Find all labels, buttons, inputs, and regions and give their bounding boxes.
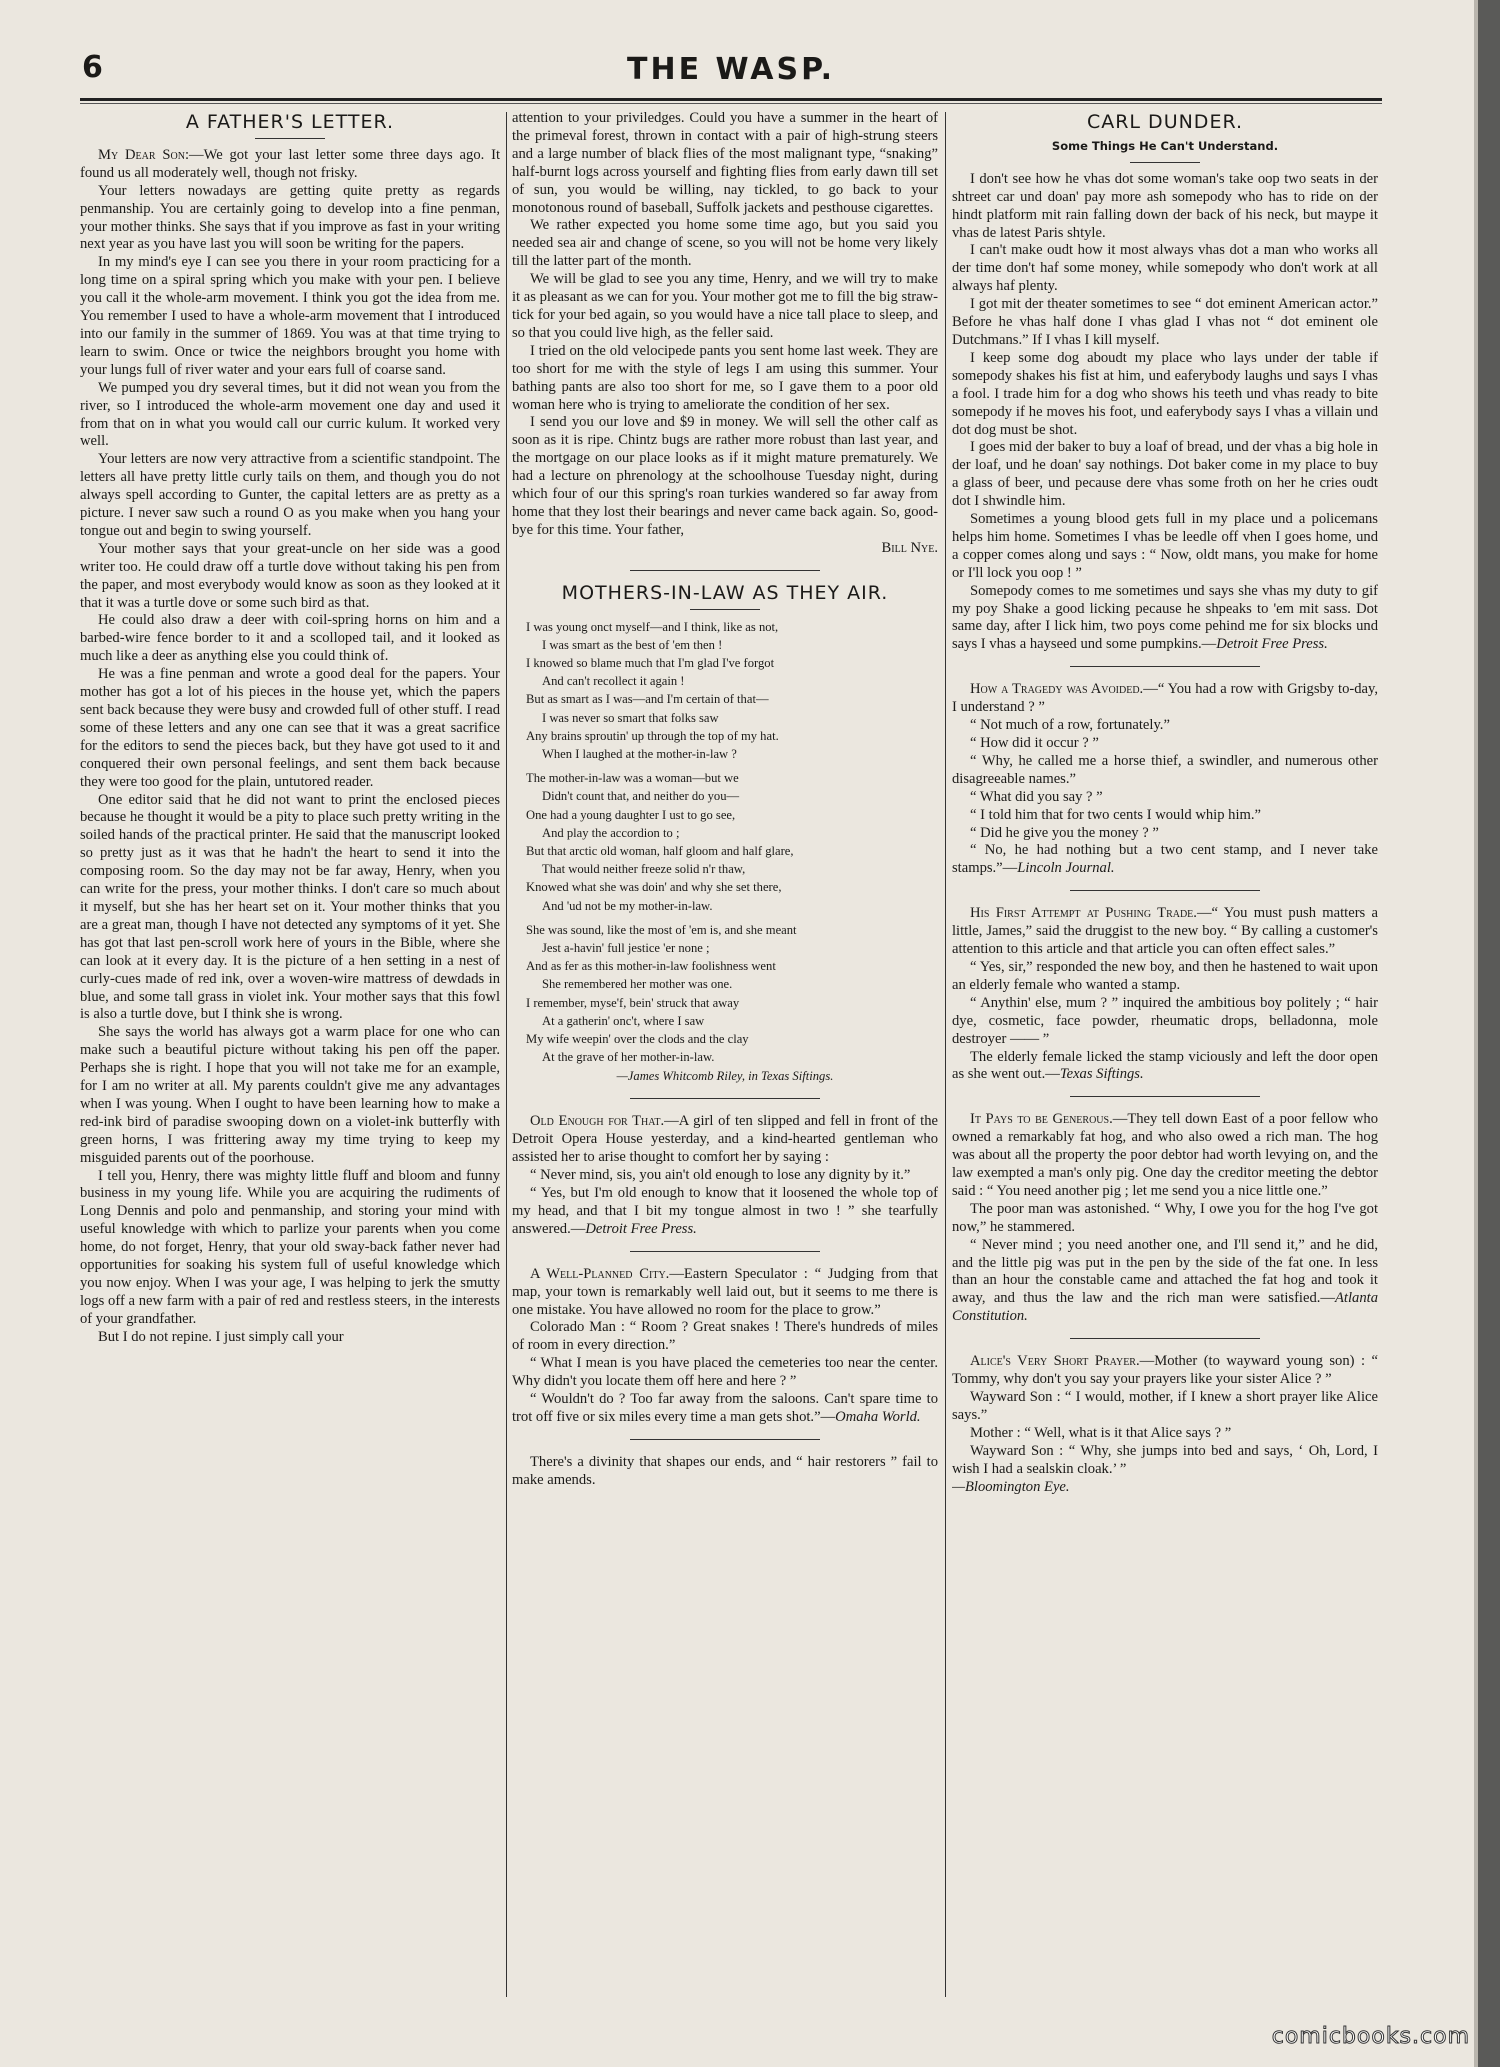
item-title: It Pays to be Generous. — [970, 1111, 1113, 1128]
article-paragraph: We rather expected you home some time ago, but you said you needed sea air and change of scene, so you will not be home very likely till the latter part of the month. — [512, 217, 938, 270]
header-rule-thin — [80, 103, 1382, 104]
item-paragraph: “ I told him that for two cents I would whip him.” — [970, 806, 1262, 823]
item-paragraph: The poor man was astonished. “ Why, I owe you for the hog I've got now,” he stammered. — [952, 1200, 1378, 1235]
poem-line: She was sound, like the most of 'em is, and she meant — [526, 922, 797, 937]
headline-rule — [1130, 162, 1200, 163]
poem-line: Knowed what she was doin' and why she set there, — [526, 880, 782, 895]
section-rule — [630, 1439, 820, 1440]
section-rule — [1070, 1096, 1260, 1097]
column-left — [80, 110, 500, 2000]
poem-line: Jest a-havin' full jestice 'er none ; — [542, 941, 710, 956]
article-headline: A FATHER'S LETTER. — [185, 111, 395, 133]
paragraph-text: :—We got your last letter some three days ago. It found us all moderately well, though not frisky. — [80, 146, 500, 181]
column-right — [952, 110, 1378, 2000]
article-paragraph: Your mother says that your great-uncle on her side was a good writer too. He could draw off a turtle dove without taking his pen from the paper, and most everybody would know as soon as they looked at it that it was a turtle dove or some such bird as that. — [80, 540, 500, 611]
paragraph-text: —Eastern Speculator : “ Judging from that map, your town is remarkably well laid out, but it seems to me there is one mistake. You have allowed no room for the place to grow.” — [512, 1265, 938, 1318]
article-paragraph: He was a fine penman and wrote a good deal for the papers. Your mother has got a lot of his pieces in the house yet, which the papers sent back because they were busy and crowded full of other stuff. I read some of these letters and any one can see that it was a great sacrifice for the editors to send the pieces back, but they have got used to it and conquered their own personal feelings, and sent them back because they were too good for the plain, untutored reader. — [80, 666, 500, 790]
article-paragraph: We pumped you dry several times, but it did not wean you from the river, so I introduced the whole-arm movement one day and used it from that on in what you would call our curric kulum. It worked very well. — [80, 379, 500, 450]
article-paragraph: I send you our love and $9 in money. We will sell the other calf as soon as it is ripe. Chintz bugs are rather more robust than last year, and the mortgage on our place looks as if it might mature prematurely. We had a lecture on phrenology at the schoolhouse Tuesday night, during which four of our this spring's roan turkies wandered so far away from home that they lost their bearings and never came back again. So, good-bye for this time. Your father, — [512, 414, 938, 538]
poem-line: Any brains sproutin' up through the top of my hat. — [526, 728, 779, 743]
item-paragraph: Mother : “ Well, what is it that Alice says ? ” — [970, 1424, 1232, 1441]
article-paragraph: He could also draw a deer with coil-spring horns on him and a barbed-wire fence border to it and a scolloped tail, and it looked as much like a deer as anything else you could think of. — [80, 612, 500, 665]
article-paragraph: I got mit der theater sometimes to see “ dot eminent American actor.” Before he vhas half done I vhas glad I vhas not “ dot eminent ole Dutchmans.” If I vhas I kill myself. — [952, 296, 1378, 348]
item-paragraph: “ Not much of a row, fortunately.” — [970, 717, 1170, 734]
item-credit — [952, 1479, 1378, 1497]
section-rule — [630, 1251, 820, 1252]
item-paragraph: Wayward Son : “ Why, she jumps into bed and says, ‘ Oh, Lord, I wish I had a sealskin cloak.’ ” — [952, 1442, 1378, 1477]
item-paragraph: “ Anythin' else, mum ? ” inquired the ambitious boy politely ; “ hair dye, cosmetic, face powder, rheumatic drops, belladonna, mole destroyer —— ” — [952, 994, 1378, 1047]
header-rule — [80, 98, 1382, 101]
headline-rule — [255, 138, 325, 139]
article-paragraph — [80, 147, 500, 183]
poem-line: My wife weepin' over the clods and the clay — [526, 1032, 749, 1047]
article-paragraph: I tell you, Henry, there was mighty little fluff and bloom and funny business in my young life. While you are acquiring the rudiments of Long Dennis and polo and penmanship, and storing your mind with useful knowledge with which to parlize your parents when you come home, do not forget, Henry, that your old sway-back father never had opportunities for soaking his system full of useful knowledge which you now enjoy. When I was your age, I was helping to jerk the smutty logs off a new farm with a pair of red and restless steers, in the interests of your grandfather. — [80, 1167, 500, 1327]
item-title: How a Tragedy was Avoided. — [970, 681, 1144, 698]
item-paragraph — [512, 1391, 938, 1427]
column-divider — [506, 112, 507, 1997]
article-paragraph: In my mind's eye I can see you there in your room practicing for a long time on a spiral spring which you make with your pen. I believe you call it the whole-arm movement. I think you got the idea from me. You remember I used to have a whole-arm movement that I introduced into our family in the summer of 1869. You was at that time trying to learn to swim. Once or twice the neighbors brought you home with your lungs full of river water and your ears full of coarse sand. — [80, 254, 500, 378]
item-paragraph — [952, 681, 1378, 717]
signature-line — [512, 540, 938, 558]
article-subhead: Some Things He Can't Understand. — [1051, 138, 1279, 153]
poem-line: But that arctic old woman, half gloom and half glare, — [526, 844, 794, 858]
poem-line: And play the accordion to ; — [542, 825, 680, 840]
paragraph-text: The elderly female licked the stamp viciously and left the door open as she went out.— — [952, 1048, 1378, 1083]
paragraph-text: “ Yes, but I'm old enough to know that it loosened the whole top of my head, and that I bit my tongue almost in two ! ” she tearfully answered.— — [512, 1184, 938, 1237]
paragraph-text: “ Never mind ; you need another one, and I'll send it,” and he did, and the little pig was put in the pen by the side of the fat one. In less than an hour the constable came and attached the fat hog and took it away, and thus the law and the rich man were satisfied.— — [952, 1236, 1378, 1307]
paragraph-text: —They tell down East of a poor fellow who owned a remarkably fat hog, and who also owed a rich man. The hog was about all the property the poor debtor had worth levying on, and the law exempted a man's only pig. One day the creditor meeting the debtor said : “ You need another pig ; let me send you a nice little one.” — [952, 1111, 1378, 1199]
article-paragraph: I goes mid der baker to buy a loaf of bread, und der vhas a big hole in der loaf, und he doan' say nothings. Dot baker come in my place to buy a glass of beer, und pecause dere vhas some froth on her he cries oudt dot I shwindle him. — [952, 439, 1378, 510]
poem-line: And as fer as this mother-in-law foolishness went — [526, 959, 776, 974]
item-paragraph: “ Did he give you the money ? ” — [970, 824, 1159, 841]
article-headline: CARL DUNDER. — [1086, 111, 1244, 133]
paragraph-text: “ No, he had nothing but a two cent stamp, and I never take stamps.”— — [952, 842, 1378, 877]
page-header — [78, 50, 1384, 90]
item-paragraph: “ What I mean is you have placed the cemeteries too near the center. Why didn't you locate them off here and here ? ” — [512, 1355, 938, 1390]
paragraph-text: —A girl of ten slipped and fell in front of the Detroit Opera House yesterday, and a kind-hearted gentleman who assisted her to arise thought to comfort her by saying : — [512, 1113, 938, 1166]
poem-title: MOTHERS-IN-LAW AS THEY AIR. — [561, 581, 889, 604]
item-title: A Well-Planned City. — [530, 1265, 670, 1282]
poem-line: I was young onct myself—and I think, like as not, — [526, 619, 779, 634]
item-paragraph — [952, 842, 1378, 878]
headline-rule — [690, 609, 760, 610]
item-paragraph: Wayward Son : “ I would, mother, if I knew a short prayer like Alice says.” — [952, 1389, 1378, 1423]
page-number: 6 — [82, 50, 103, 85]
article-paragraph: She says the world has always got a warm place for one who can make such a beautiful picture without taking his pen off the paper. Perhaps she is right. I hope that you will not take me for an example, for I am no writer at all. My parents couldn't give me any advantages when I was young. When I ought to have been learning how to make a red-ink bird of paradise swooping down on a violet-ink butterfly with green horns, I was frittering away my time trying to keep my misguided parents out of the poorhouse. — [80, 1024, 500, 1166]
item-paragraph — [952, 905, 1378, 959]
paragraph-text: —“ You had a row with Grigsby to-day, I understand ? ” — [952, 681, 1378, 716]
poem-line: When I laughed at the mother-in-law ? — [542, 746, 737, 761]
item-paragraph: “ How did it occur ? ” — [970, 735, 1099, 751]
item-paragraph — [512, 1266, 938, 1320]
salutation: My Dear Son — [98, 146, 185, 163]
page-edge-shadow — [1478, 0, 1500, 2067]
section-rule — [1070, 666, 1260, 667]
poem-credit: —James Whitcomb Riley, in Texas Siftings. — [616, 1069, 834, 1084]
article-paragraph: Sometimes a young blood gets full in my place und a policemans helps him home. Sometimes I vhas be leedle off vhen I goes home, und a copper comes along und says : “ Now, oldt mans, you make for home or I'll lock you oop ! ” — [952, 511, 1378, 581]
section-rule — [630, 1098, 820, 1099]
poem-line: I knowed so blame much that I'm glad I've forgot — [526, 655, 775, 670]
item-paragraph — [952, 1237, 1378, 1327]
item-paragraph: Colorado Man : “ Room ? Great snakes ! There's hundreds of miles of room in every direction.” — [512, 1319, 938, 1354]
watermark-text: comicbooks.com — [1271, 2024, 1470, 2049]
item-credit: Detroit Free Press. — [1216, 636, 1328, 653]
item-paragraph — [952, 1353, 1378, 1389]
item-credit: Omaha World. — [835, 1408, 921, 1425]
item-paragraph — [952, 1111, 1378, 1201]
paragraph-text: —Mother (to wayward young son) : “ Tommy, why don't you say your prayers like your sister Alice ? ” — [952, 1353, 1378, 1388]
item-title: His First Attempt at Pushing Trade. — [970, 905, 1197, 922]
paragraph-text: —“ You must push matters a little, James,” said the druggist to the new boy. “ By calling a customer's attention to this article and that article you can often effect sales.” — [952, 905, 1378, 958]
poem-line: The mother-in-law was a woman—but we — [526, 771, 739, 786]
poem-line: I remember, myse'f, bein' struck that away — [526, 995, 740, 1010]
poem-line: But as smart as I was—and I'm certain of that— — [526, 692, 769, 707]
poem-line: I was never so smart that folks saw — [542, 710, 719, 725]
article-paragraph: Your letters nowadays are getting quite pretty as regards penmanship. You are certainly going to develop into a fine penman, your mother thinks. She says that if you improve as fast in your writing next year as you have last you will soon be writing for the papers. — [80, 182, 500, 253]
item-title: Alice's Very Short Prayer. — [970, 1353, 1140, 1370]
item-title: Old Enough for That. — [530, 1113, 665, 1130]
section-rule — [630, 570, 820, 571]
poem-line: One had a young daughter I ust to go see, — [526, 807, 736, 822]
item-paragraph: “ What did you say ? ” — [970, 788, 1103, 805]
poem-line: And 'ud not be my mother-in-law. — [542, 898, 713, 913]
article-paragraph: We will be glad to see you any time, Henry, and we will try to make it as pleasant as we can for you. Your mother got me to fill the big straw-tick for your bed again, so you would have a nice tall place to sleep, and so that you could live high, as the feller said. — [512, 271, 938, 341]
item-paragraph: “ Never mind, sis, you ain't old enough to lose any dignity by it.” — [530, 1167, 911, 1184]
poem-line: At a gatherin' onc't, where I saw — [542, 1013, 705, 1028]
paragraph-text: “ Wouldn't do ? Too far away from the saloons. Can't spare time to trot off five or six miles every time a man gets shot.”— — [512, 1391, 938, 1425]
article-paragraph — [952, 583, 1378, 655]
column-middle — [512, 110, 938, 2000]
poem-line: She remembered her mother was one. — [542, 977, 733, 992]
item-paragraph — [512, 1185, 938, 1239]
article-paragraph: Your letters are now very attractive from a scientific standpoint. The letters all have pretty little curly tails on them, and though you do not always spell according to Gunter, the capital letters are as pretty as a picture. I never saw such a round O as you make when you hang your tongue out and begin to swing yourself. — [80, 451, 500, 539]
article-paragraph: I don't see how he vhas dot some woman's take oop two seats in der shtreet car und doan' pay more ash somepody who has to ride on der hindt platform mit rain falling down der back of his neck, but maype it vhas de latest Paris shtyle. — [952, 170, 1378, 241]
section-rule — [1070, 890, 1260, 891]
article-paragraph: One editor said that he did not want to print the enclosed pieces because he thought it would be a pity to place such pretty writing in the soiled hands of the practical printer. He said that the manuscript looked so pretty just as it was that he hadn't the heart to send it into the composing room. So the day may not be far away, Henry, when you can write for the press, your mother thinks. I don't care so much about it myself, but she has her heart set on it. Your mother thinks that you are a great man, though I have not detected any symptoms of it yet. She has got that last pen-scroll work here of yours in the Bible, where she can look at it every day. It is the picture of a hen setting in a nest of curly-cues made of red ink, over a woven-wire mattress of dewdads in blue, and some tall grass in violet ink. Your mother says that this fowl is also a turtle dove, but I think she is wrong. — [80, 791, 500, 1023]
poem-line: Didn't count that, and neither do you— — [542, 789, 740, 804]
item-credit-text: —Bloomington Eye. — [952, 1478, 1070, 1495]
poem-line: At the grave of her mother-in-law. — [542, 1050, 715, 1065]
poem-line: That would neither freeze solid n'r thaw, — [542, 862, 746, 877]
section-rule — [1070, 1338, 1260, 1339]
article-paragraph: But I do not repine. I just simply call your — [98, 1328, 344, 1345]
item-paragraph: “ Why, he called me a horse thief, a swindler, and numerous other disagreeable names.” — [952, 752, 1378, 787]
poem-line: And can't recollect it again ! — [542, 674, 685, 689]
article-paragraph: I tried on the old velocipede pants you sent home last week. They are too short for me with the style of legs I am using this summer. Your bathing pants are also too short for me, so I gave them to a poor old woman here who is trying to ameliorate the condition of her sex. — [512, 342, 938, 413]
signature: Bill Nye. — [881, 539, 938, 556]
item-paragraph: There's a divinity that shapes our ends, and “ hair restorers ” fail to make amends. — [512, 1453, 938, 1488]
page-edge-highlight — [1474, 0, 1478, 2067]
item-credit: Texas Siftings. — [1059, 1066, 1144, 1083]
paragraph-text: Somepody comes to me sometimes und says she vhas my duty to gif my poy Shake a good licking pecause he shpeaks to 'em mit sass. Dot same day, after I lick him, two poys come pehind me for six blocks und says I vhas a hayseed und some pumpkins.— — [952, 582, 1378, 653]
article-paragraph: I can't make oudt how it most always vhas dot a man who works all der time don't haf some money, while somepody who don't work at all always haf plenty. — [952, 242, 1378, 295]
item-paragraph: “ Yes, sir,” responded the new boy, and then he hastened to wait upon an elderly female who wanted a stamp. — [952, 958, 1378, 993]
item-credit: Detroit Free Press. — [585, 1220, 697, 1237]
column-divider — [945, 112, 946, 1997]
item-paragraph — [512, 1113, 938, 1167]
poem — [526, 618, 938, 1067]
item-paragraph — [952, 1049, 1378, 1085]
item-credit: Lincoln Journal. — [1017, 860, 1115, 877]
masthead-title: THE WASP. — [627, 52, 835, 87]
poem-line: I was smart as the best of 'em then ! — [542, 637, 723, 652]
item-credit: Atlanta Constitution. — [952, 1290, 1378, 1325]
article-paragraph: attention to your priviledges. Could you have a summer in the heart of the primeval forest, thrown in contact with a pair of high-strung steers and a large number of black flies of the most malignant type, “snaking” half-burnt logs across yourself and fighting flies from early dawn till set of sun, you would be willing, nay tickled, to go back to your monotonous round of baseball, Suffolk jackets and pesthouse cigarettes. — [512, 110, 938, 216]
article-paragraph: I keep some dog aboudt my place who lays under der table if somepody shakes his fist at him, und eaferybody laughs und says I vhas a fool. I trade him for a dog who shows his teeth und vhas ready to bite somepody if he moves his foot, und eaferybody says I vhas a villain und dot dog must be shot. — [952, 349, 1378, 438]
